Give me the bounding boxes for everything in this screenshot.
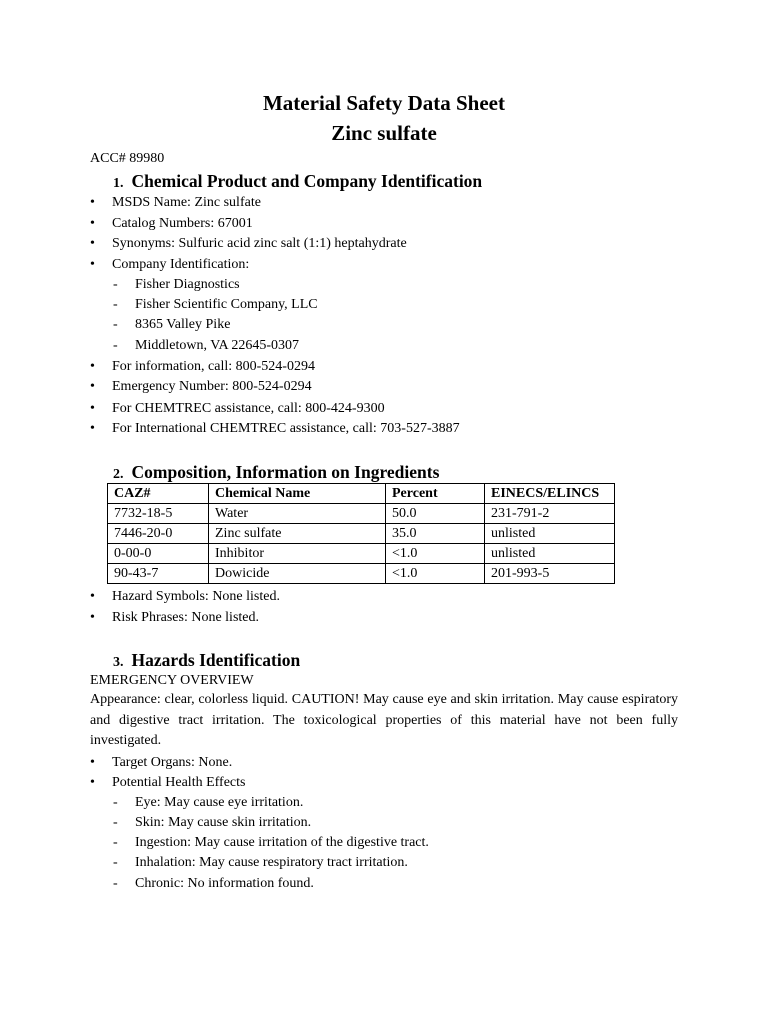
section-2-title: Composition, Information on Ingredients (131, 462, 440, 482)
bullet-icon: • (90, 359, 95, 374)
table-cell: Inhibitor (209, 544, 386, 564)
table-cell: Zinc sulfate (209, 524, 386, 544)
dash-icon: - (113, 835, 118, 850)
dash-icon: - (113, 317, 118, 332)
section-3-number: 3. (113, 655, 124, 670)
table-cell: Dowicide (209, 564, 386, 584)
table-cell: Water (209, 504, 386, 524)
section-2-number: 2. (113, 467, 124, 482)
table-cell: 7732-18-5 (108, 504, 209, 524)
dash-icon: - (113, 815, 118, 830)
table-cell: unlisted (485, 544, 615, 564)
bullet-icon: • (90, 216, 95, 231)
section-3-heading (113, 649, 300, 674)
column-header: Chemical Name (209, 484, 386, 504)
dash-icon: - (113, 277, 118, 292)
document-page: Material Safety Data Sheet Zinc sulfate ACC# 89980 1. Chemical Product and Company Identification • MSDS Name: Zinc sulfate • Catalog Numbers: 67001 • Synonyms: Sulfuric acid zinc salt (1:1) heptahydrate • Company Identification: - Fisher Diagnostics - Fisher Scientific Company, LLC - 8365 Valley Pike - Middletown, VA 22645-0307 • For information, call: 800-524-0294 • Emergency Number: 800-524-0294 • For CHEMTREC assistance, call: 800-424-9300 • For International CHEMTREC assistance, call: 703-527-3887 2. Composition, Information on Ingredients CAZ# Chemical Name Percent EINECS/ELINCS 7732-18-5 Water 50.0 231-791-2 7446-20-0 Zinc sulfate 35.0 unlisted 0-00-0 Inhibitor <1.0 unlisted 90-43-7 Dowicide <1.0 201-993-5 • Hazard Symbols: None listed. • Risk Phrases: None listed. 3. Hazards Identification EMERGENCY OVERVIEW Appearance: clear, colorless liquid. CAUTION! May cause eye and skin irritation. May cause espiratory and digestive tract irritation. The toxicological properties of this material have not been fully investigated. • Target Organs: None. • Potential Health Effects - Eye: May cause eye irritation. - Skin: May cause skin irritation. - Ingestion: May cause irritation of the digestive tract. - Inhalation: May cause respiratory tract irritation. - Chronic: No information found. (0, 0, 768, 1024)
table-row (108, 564, 615, 584)
table-cell: <1.0 (386, 544, 485, 564)
bullet-icon: • (90, 589, 95, 604)
table-header-row (108, 484, 615, 504)
dash-icon: - (113, 855, 118, 870)
dash-icon: - (113, 297, 118, 312)
table-cell: 7446-20-0 (108, 524, 209, 544)
table-cell: 201-993-5 (485, 564, 615, 584)
table-cell: unlisted (485, 524, 615, 544)
section-3-title: Hazards Identification (131, 650, 301, 670)
bullet-icon: • (90, 755, 95, 770)
table-cell: 35.0 (386, 524, 485, 544)
appearance-paragraph: Appearance: clear, colorless liquid. CAUTION! May cause eye and skin irritation. May cause espiratory and digestive tract irritation. The toxicological properties of this material have not been fully investigated. (90, 692, 678, 748)
dash-icon: - (113, 338, 118, 353)
section-1-title: Chemical Product and Company Identification (131, 171, 483, 191)
table-row (108, 504, 615, 524)
document-subtitle: Zinc sulfate (331, 121, 437, 145)
table-cell: 50.0 (386, 504, 485, 524)
bullet-icon: • (90, 236, 95, 251)
table-cell: 0-00-0 (108, 544, 209, 564)
bullet-icon: • (90, 257, 95, 272)
dash-icon: - (113, 795, 118, 810)
table-cell: 90-43-7 (108, 564, 209, 584)
column-header: Percent (386, 484, 485, 504)
document-title: Material Safety Data Sheet (262, 91, 505, 115)
bullet-icon: • (90, 610, 95, 625)
ingredients-table (107, 483, 615, 584)
bullet-icon: • (90, 775, 95, 790)
section-1-heading (113, 170, 482, 195)
table-row (108, 544, 615, 564)
table-row (108, 524, 615, 544)
column-header: CAZ# (108, 484, 209, 504)
table-cell: <1.0 (386, 564, 485, 584)
bullet-icon: • (90, 401, 95, 416)
bullet-icon: • (90, 195, 95, 210)
acc-number: ACC# 89980 (90, 151, 165, 166)
section-1-number: 1. (113, 176, 124, 191)
bullet-icon: • (90, 421, 95, 436)
column-header: EINECS/ELINCS (485, 484, 615, 504)
dash-icon: - (113, 876, 118, 891)
table-cell: 231-791-2 (485, 504, 615, 524)
bullet-icon: • (90, 379, 95, 394)
emergency-overview-label: EMERGENCY OVERVIEW (90, 673, 254, 688)
